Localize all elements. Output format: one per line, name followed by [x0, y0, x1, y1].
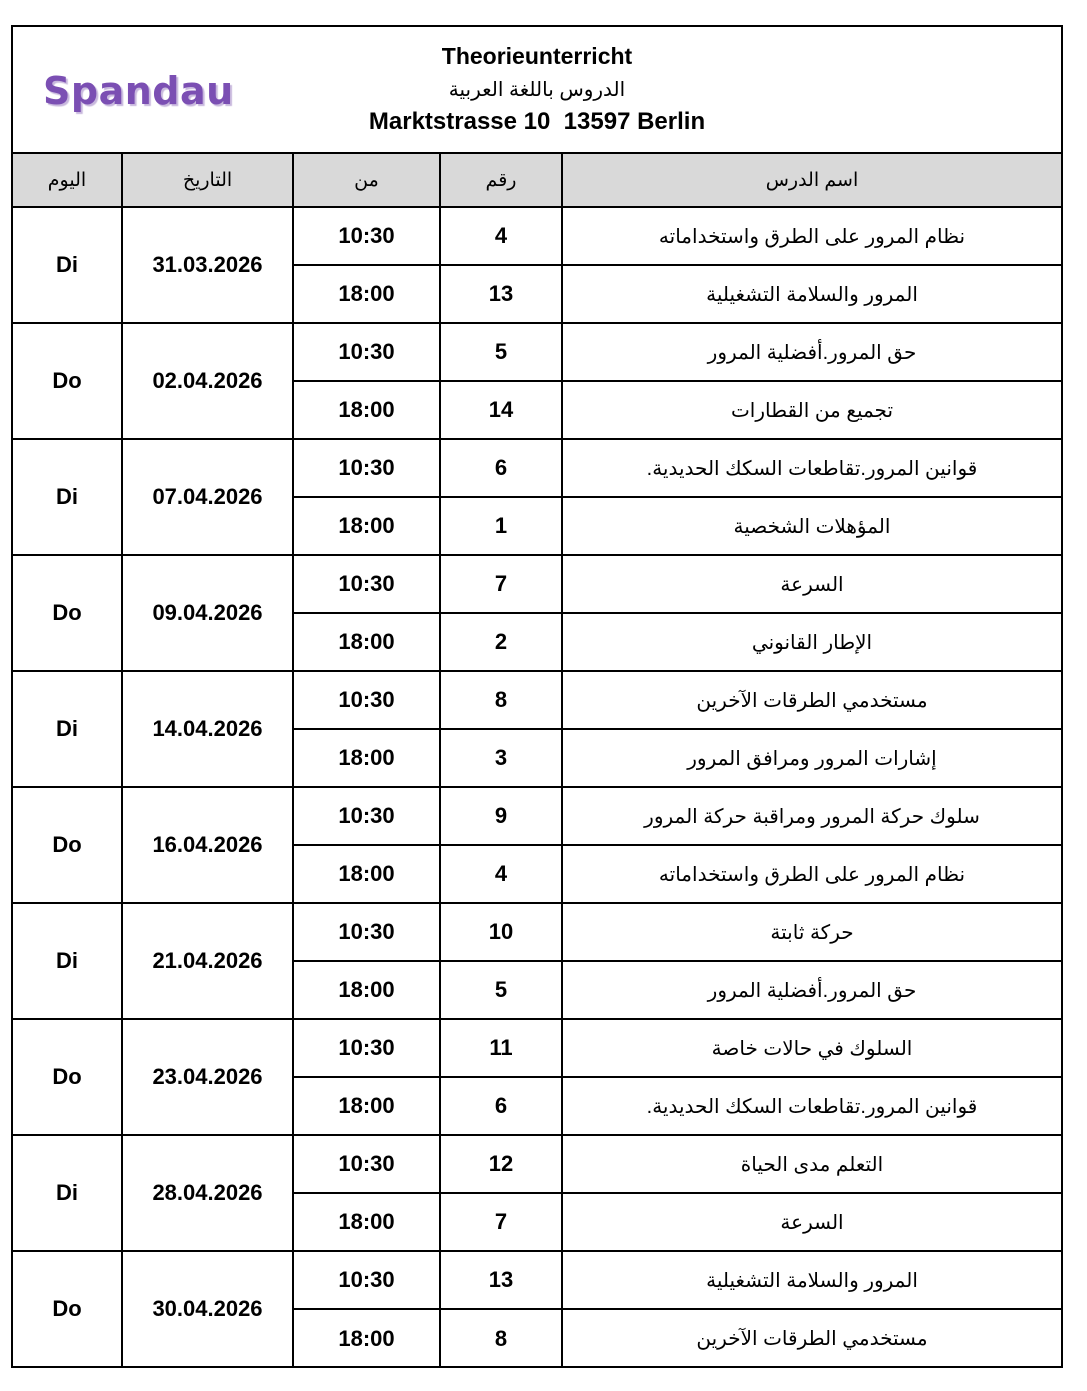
lesson-number-cell: 5	[440, 323, 562, 381]
table-row	[13, 1135, 1061, 1193]
table-row	[13, 555, 1061, 613]
time-cell: 10:30	[293, 1135, 440, 1193]
table-row	[13, 323, 1061, 381]
lesson-number-cell: 10	[440, 903, 562, 961]
day-cell: Di	[13, 1135, 122, 1251]
lesson-name-cell: المرور والسلامة التشغيلية	[562, 265, 1061, 323]
document-subtitle: الدروس باللغة العربية	[448, 79, 626, 101]
date-cell: 14.04.2026	[122, 671, 293, 787]
schedule-sheet	[11, 25, 1063, 1368]
time-cell: 10:30	[293, 439, 440, 497]
lesson-name-cell: مستخدمي الطرقات الآخرين	[562, 671, 1061, 729]
column-header-number: رقم	[440, 154, 562, 207]
time-cell: 18:00	[293, 497, 440, 555]
table-row	[13, 207, 1061, 265]
date-cell: 07.04.2026	[122, 439, 293, 555]
time-cell: 10:30	[293, 1251, 440, 1309]
table-row	[13, 439, 1061, 497]
lesson-name-cell: حق المرور.أفضلية المرور	[562, 961, 1061, 1019]
lesson-number-cell: 13	[440, 1251, 562, 1309]
table-row	[13, 1251, 1061, 1309]
day-cell: Do	[13, 1019, 122, 1135]
lesson-name-cell: إشارات المرور ومرافق المرور	[562, 729, 1061, 787]
column-header-day: اليوم	[13, 154, 122, 207]
time-cell: 18:00	[293, 265, 440, 323]
day-cell: Di	[13, 207, 122, 323]
time-cell: 18:00	[293, 729, 440, 787]
document-title: Theorieunterricht	[441, 43, 633, 69]
day-cell: Di	[13, 439, 122, 555]
date-cell: 09.04.2026	[122, 555, 293, 671]
lesson-number-cell: 9	[440, 787, 562, 845]
lesson-name-cell: تجميع من القطارات	[562, 381, 1061, 439]
table-row	[13, 903, 1061, 961]
lesson-number-cell: 6	[440, 439, 562, 497]
header	[13, 27, 1061, 154]
column-header-date: التاريخ	[122, 154, 293, 207]
date-cell: 28.04.2026	[122, 1135, 293, 1251]
column-header-time: من	[293, 154, 440, 207]
time-cell: 18:00	[293, 961, 440, 1019]
lesson-number-cell: 5	[440, 961, 562, 1019]
day-cell: Do	[13, 323, 122, 439]
spandau-logo: Spandau	[43, 69, 234, 113]
column-header-lesson: اسم الدرس	[562, 154, 1061, 207]
lesson-name-cell: قوانين المرور.تقاطعات السكك الحديدية.	[562, 439, 1061, 497]
lesson-name-cell: السرعة	[562, 555, 1061, 613]
date-cell: 21.04.2026	[122, 903, 293, 1019]
time-cell: 18:00	[293, 1077, 440, 1135]
date-cell: 31.03.2026	[122, 207, 293, 323]
date-cell: 02.04.2026	[122, 323, 293, 439]
lesson-name-cell: حركة ثابتة	[562, 903, 1061, 961]
address: Marktstrasse 10 13597 Berlin	[368, 108, 706, 135]
lesson-name-cell: قوانين المرور.تقاطعات السكك الحديدية.	[562, 1077, 1061, 1135]
lesson-number-cell: 4	[440, 207, 562, 265]
time-cell: 10:30	[293, 555, 440, 613]
time-cell: 18:00	[293, 613, 440, 671]
day-cell: Di	[13, 671, 122, 787]
day-cell: Di	[13, 903, 122, 1019]
lesson-name-cell: الإطار القانوني	[562, 613, 1061, 671]
lesson-name-cell: السلوك في حالات خاصة	[562, 1019, 1061, 1077]
lesson-number-cell: 8	[440, 1309, 562, 1367]
lesson-number-cell: 6	[440, 1077, 562, 1135]
lesson-number-cell: 3	[440, 729, 562, 787]
lesson-name-cell: سلوك حركة المرور ومراقبة حركة المرور	[562, 787, 1061, 845]
time-cell: 18:00	[293, 1309, 440, 1367]
lesson-name-cell: نظام المرور على الطرق واستخداماته	[562, 845, 1061, 903]
lesson-number-cell: 13	[440, 265, 562, 323]
time-cell: 10:30	[293, 323, 440, 381]
lesson-number-cell: 12	[440, 1135, 562, 1193]
lesson-name-cell: التعلم مدى الحياة	[562, 1135, 1061, 1193]
lesson-name-cell: مستخدمي الطرقات الآخرين	[562, 1309, 1061, 1367]
lesson-number-cell: 7	[440, 555, 562, 613]
table-row	[13, 671, 1061, 729]
lesson-number-cell: 2	[440, 613, 562, 671]
lesson-name-cell: حق المرور.أفضلية المرور	[562, 323, 1061, 381]
time-cell: 18:00	[293, 1193, 440, 1251]
time-cell: 10:30	[293, 1019, 440, 1077]
table-row	[13, 787, 1061, 845]
lesson-number-cell: 8	[440, 671, 562, 729]
time-cell: 18:00	[293, 845, 440, 903]
time-cell: 18:00	[293, 381, 440, 439]
lesson-name-cell: السرعة	[562, 1193, 1061, 1251]
day-cell: Do	[13, 555, 122, 671]
schedule-table	[13, 154, 1061, 1368]
lesson-name-cell: المؤهلات الشخصية	[562, 497, 1061, 555]
time-cell: 10:30	[293, 207, 440, 265]
date-cell: 23.04.2026	[122, 1019, 293, 1135]
lesson-number-cell: 1	[440, 497, 562, 555]
lesson-name-cell: المرور والسلامة التشغيلية	[562, 1251, 1061, 1309]
lesson-number-cell: 7	[440, 1193, 562, 1251]
time-cell: 10:30	[293, 671, 440, 729]
day-cell: Do	[13, 787, 122, 903]
date-cell: 30.04.2026	[122, 1251, 293, 1367]
time-cell: 10:30	[293, 903, 440, 961]
date-cell: 16.04.2026	[122, 787, 293, 903]
time-cell: 10:30	[293, 787, 440, 845]
day-cell: Do	[13, 1251, 122, 1367]
schedule-body	[13, 207, 1061, 1367]
table-row	[13, 1019, 1061, 1077]
lesson-name-cell: نظام المرور على الطرق واستخداماته	[562, 207, 1061, 265]
lesson-number-cell: 14	[440, 381, 562, 439]
lesson-number-cell: 11	[440, 1019, 562, 1077]
table-header-row	[13, 154, 1061, 207]
lesson-number-cell: 4	[440, 845, 562, 903]
